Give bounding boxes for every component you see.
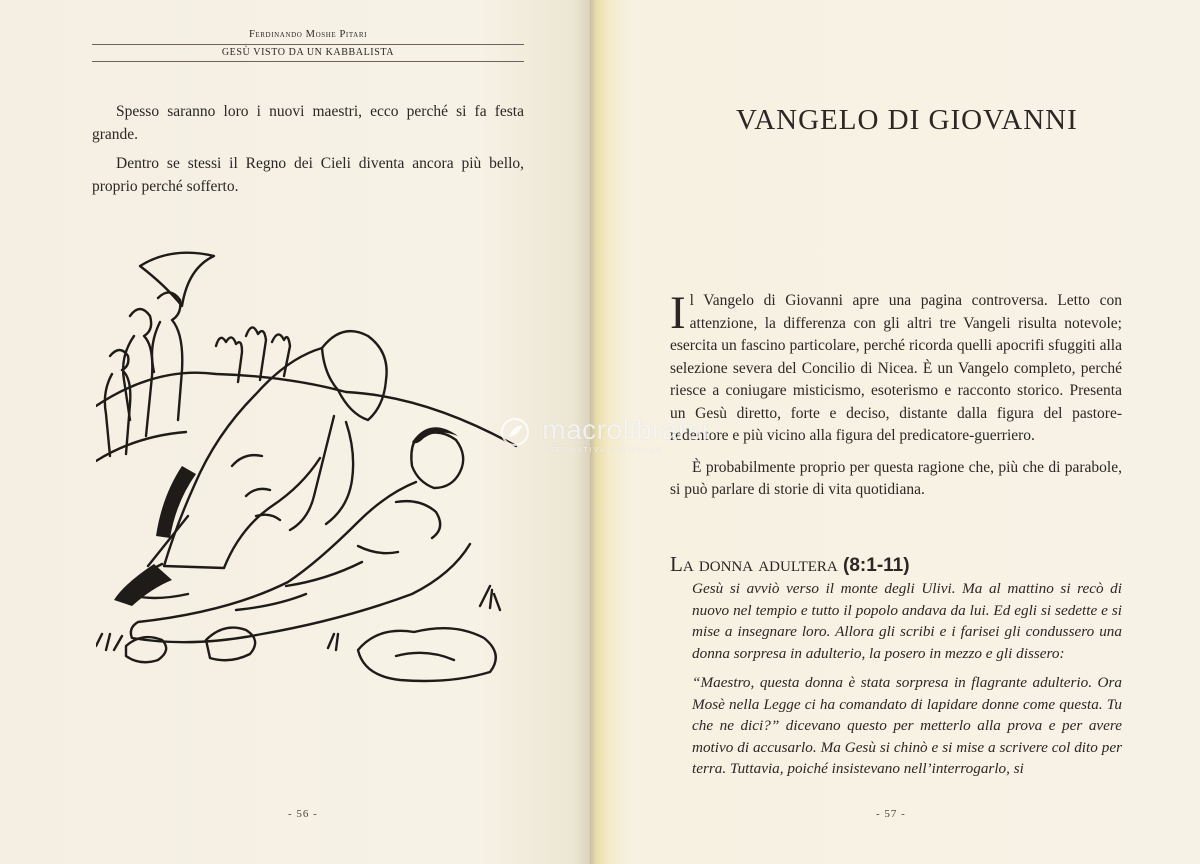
samaritan-head [322,331,387,420]
intro-paragraph [670,287,1122,448]
header-book-title: GESÙ VISTO DA UN KABBALISTA [92,44,524,62]
watermark-brand: macrolibrarsi [542,414,710,445]
chapter-title: VANGELO DI GIOVANNI [736,104,1078,136]
header-author: Ferdinando Moshe Pitari [248,29,368,40]
section-heading [670,550,910,580]
gospel-quote [692,578,1122,788]
left-page [0,0,592,864]
section-heading-title: La donna adultera [670,552,838,576]
background-figure [123,309,152,436]
paragraph: Dentro se stessi il Regno dei Cieli diventa ancora più bello, proprio perché sofferto. [92,155,524,195]
quote-paragraph: “Maestro, questa donna è stata sorpresa in flagrante adulterio. Ora Mosè nella Legge ci ha comandato di lapidare donne come questa. Tu che ne dici?” dicevano questo per metterlo alla prova e per avere motivo di accusarlo. Ma Gesù si chinò e si mise a scrivere col dito per terra. Tuttavia, poiché insistevano nell’interrogarlo, si [692,674,1122,777]
intro-paragraph-text: l Vangelo di Giovanni apre una pagina controversa. Letto con attenzione, la differenza con gli altri tre Vangeli risulta notevole; esercita un fascino particolare, perché ricorda quelli apocrifi sfuggiti alla selezione severa del Concilio di Nicea. È un Vangelo completo, perché riesce a coniugare misticismo, esoterismo e racconto storico. Presenta un Gesù diretto, forte e deciso, distante dalla figura del pastore-redentore e più vicino alla figura del predicatore-guerriero. [670,292,1122,444]
good-samaritan-illustration [96,246,524,688]
left-page-text [92,100,524,204]
rocks [126,628,255,663]
watermark-tagline: ALTERNATIVA NATURALE [538,446,663,454]
intro-paragraph: È probabilmente proprio per questa ragione che, più che di parabole, si può parlare di storie di vita quotidiana. [670,458,1122,498]
page-number-left: - 56 - [288,808,318,820]
chapter-intro [670,287,1122,511]
running-header [92,26,524,62]
wounded-man-body [131,482,470,642]
paragraph: Spesso saranno loro i nuovi maestri, ecco perché si fa festa grande. [92,103,524,143]
drop-cap: I [670,287,686,339]
page-number-right: - 57 - [876,808,906,820]
section-heading-reference: (8:1-11) [843,555,910,576]
rocks-right [358,628,496,681]
quote-paragraph: Gesù si avviò verso il monte degli Ulivi. Ma al mattino si recò di nuovo nel tempio e tutto il popolo andava da lui. Ed egli si sedette e si mise a insegnare loro. Allora gli scribi e i farisei gli condussero una donna sorpresa in adulterio, la posero in mezzo e gli dissero: [692,580,1122,662]
